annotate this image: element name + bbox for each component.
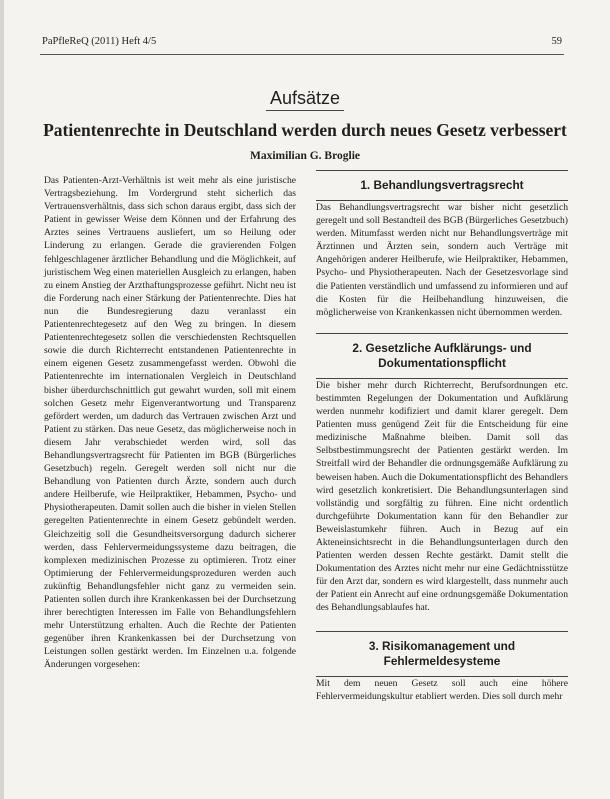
- section-body-2: Die bisher mehr durch Richterrecht, Berufsordnungen etc. bestimmten Regelungen der Dokumentation und Aufklärung werden nunmehr kodifiziert und damit klarer geregelt. Dem Patienten muss genügend Zeit für die Entscheidung für eine medizinische Maßnahme bleiben. Damit soll das Selbstbestimmungsrecht der Patienten gestärkt werden. Im Streitfall wird der Behandler die ordnungsgemäße Aufklärung zu beweisen haben. Auch die Dokumentationspflicht des Behandlers wird gesetzlich konkretisiert. Die Behandlungsunterlagen sind vollständig und sorgfältig zu führen. Eine nicht ordentlich durchgeführte Dokumentation kann für den Behandler zur Beweislastumkehr führen. Auch in Bezug auf ein Akteneinsichtsrecht in die Behandlungsunterlagen durch den Patienten werden dessen Rechte gestärkt. Damit stellt die Dokumentation des Arztes nicht mehr nur eine Gedächtnisstütze für den Arzt dar, sondern es wird klargestellt, dass nunmehr auch der Patient ein Anrecht auf eine ordnungsgemäße Dokumentation des Behandlungsablaufes hat.: [316, 379, 568, 614]
- article-author: Maximilian G. Broglie: [250, 150, 360, 162]
- journal-citation: PaPfleReQ (2011) Heft 4/5: [42, 36, 157, 47]
- section-heading-2: 2. Gesetzliche Aufklärungs- und Dokumentationspflicht: [316, 333, 568, 379]
- page-number: 59: [551, 36, 562, 47]
- left-column: [44, 174, 296, 672]
- intro-paragraph: Das Patienten-Arzt-Verhältnis ist weit mehr als eine juristische Vertragsbeziehung. Im Vordergrund steht sicherlich das Vertrauensverhältnis, dass sich schon daraus ergibt, dass sich der Patient in gewisser Weise dem Können und der Erfahrung des Arztes seines Vertrauens ausliefert, um so Heilung oder Linderung zu erlangen. Gerade die gravierenden Folgen fehlgeschlagener ärztlicher Behandlung und die Möglichkeit, auf juristischem Weg einen materiellen Ausgleich zu erlangen, haben zu einem Anstieg der Arzthaftungsprozesse geführt. Nicht neu ist die Forderung nach einer Stärkung der Patientenrechte. Dies hat nun die Bundesregierung dazu veranlasst ein Patientenrechtegesetz auf den Weg zu bringen. In diesem Patientenrechtegesetz sollen die verschiedensten Rechtsquellen sowie die durch Richterrecht entstandenen Patientenrechte in einem eigenen Gesetz zusammengefasst werden. Obwohl die Patientenrechte im internationalen Vergleich in Deutschland bisher überdurchschnittlich gut gewahrt wurden, soll mit einem solchen Gesetz mehr Eigenverantwortung und Transparenz gefördert werden, um dadurch das Vertrauen zwischen Arzt und Patient zu stärken. Das neue Gesetz, das möglicherweise noch in diesem Jahr verabschiedet werden wird, soll das Behandlungsvertragsrecht für Patienten im BGB (Bürgerliches Gesetzbuch) regeln. Geregelt werden soll nicht nur die Behandlung von Patienten durch Ärzte, sondern auch durch andere Heilberufe, wie Heilpraktiker, Hebammen, Psycho- und Physiotherapeuten. Damit sollen auch die bisher in vielen Stellen geregelten Patientenrechte in einem Gesetz gebündelt werden. Gleichzeitig soll die Gesundheitsversorgung dadurch sicherer werden, dass Fehlervermeidungssysteme dazu beitragen, die komplexen medizinischen Prozesse zu optimieren. Trotz einer Optimierung der Fehlervermeidungsprozeduren werden auch zukünftig Behandlungsfehler nicht ganz zu vermeiden sein. Patienten sollen durch ihre Krankenkassen bei der Durchsetzung ihrer berechtigten Interessen im Falle von Behandlungsfehlern mehr Unterstützung erhalten. Auch die Rechte der Patienten gegenüber ihren Krankenkassen bei der Durchsetzung von Leistungen sollen gestärkt werden. Im Einzelnen u.a. folgende Änderungen vorgesehen:: [44, 175, 296, 671]
- header-rule: [40, 54, 564, 55]
- section-body-3: Mit dem neuen Gesetz soll auch eine höhere Fehlervermeidungskultur etabliert werden. Dies soll durch mehr: [316, 677, 568, 702]
- section-heading-1: 1. Behandlungsvertragsrecht: [316, 170, 568, 201]
- section-label: [0, 88, 610, 111]
- section-label-text: Aufsätze: [266, 88, 344, 111]
- section-body-1: Das Behandlungsvertragsrecht war bisher nicht gesetzlich geregelt und soll Bestandteil des BGB (Bürgerliches Gesetzbuch) werden. Mitumfasst werden nicht nur Behandlungsverträge mit Ärztinnen und Ärzten sein, sondern auch Verträge mit Angehörigen anderer Heilberufe, wie Heilpraktiker, Hebammen, Psycho- und Physiotherapeuten. Nach der Gesetzesvorlage sind die Patienten verständlich und umfassend zu informieren und auf die Kosten für die Heilbehandlung hinzuweisen, die möglicherweise von Krankenkassen nicht übernommen werden.: [316, 202, 568, 318]
- right-column: [316, 170, 568, 703]
- article-title: Patientenrechte in Deutschland werden durch neues Gesetz verbessert: [43, 120, 567, 140]
- running-head: [42, 36, 562, 50]
- section-heading-3: 3. Risikomanagement und Fehlermeldesysteme: [316, 631, 568, 677]
